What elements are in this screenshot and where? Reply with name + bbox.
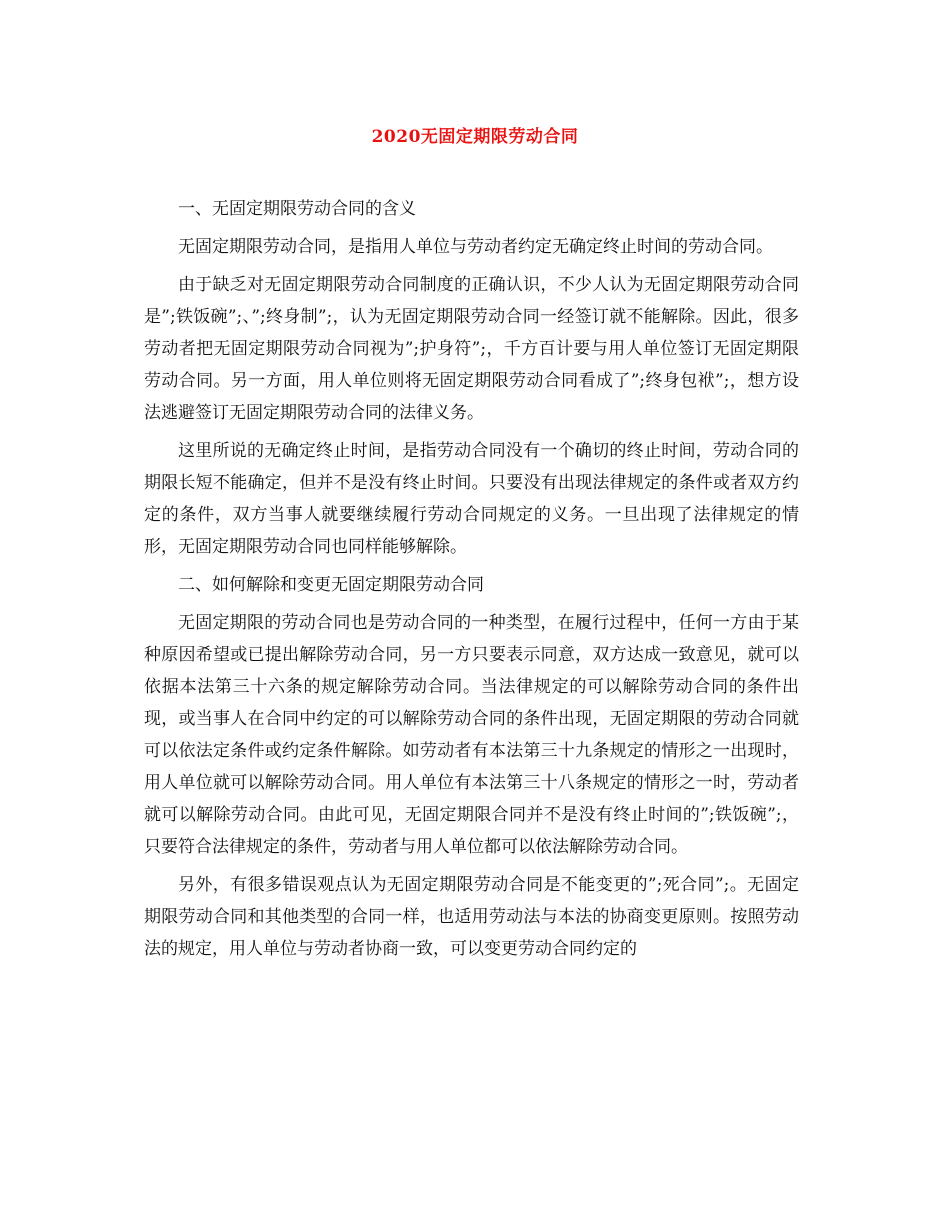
paragraph-misconception: 由于缺乏对无固定期限劳动合同制度的正确认识，不少人认为无固定期限劳动合同是”;铁饭碗”;、”;终身制”;，认为无固定期限劳动合同一经签订就不能解除。因此，很多劳动者把无固定期限劳动合同视为”;护身符”;，千方百计要与用人单位签订无固定期限劳动合同。另一方面，用人单位则将无固定期限劳动合同看成了”;终身包袱”;，想方设法逃避签订无固定期限劳动合同的法律义务。 bbox=[144, 275, 799, 423]
paragraph-modification: 另外，有很多错误观点认为无固定期限劳动合同是不能变更的”;死合同”;。无固定期限劳动合同和其他类型的合同一样，也适用劳动法与本法的协商变更原则。按照劳动法的规定，用人单位与劳动者协商一致，可以变更劳动合同约定的 bbox=[144, 875, 799, 959]
paragraph-termination-time: 这里所说的无确定终止时间，是指劳动合同没有一个确切的终止时间，劳动合同的期限长短不能确定，但并不是没有终止时间。只要没有出现法律规定的条件或者双方约定的条件，双方当事人就要继续履行劳动合同规定的义务。一旦出现了法律规定的情形，无固定期限劳动合同也同样能够解除。 bbox=[144, 441, 799, 557]
paragraph-definition: 无固定期限劳动合同，是指用人单位与劳动者约定无确定终止时间的劳动合同。 bbox=[178, 237, 773, 257]
document-title: 2020无固定期限劳动合同 bbox=[371, 127, 579, 147]
document-body bbox=[144, 193, 799, 971]
section-heading-2: 二、如何解除和变更无固定期限劳动合同 bbox=[178, 575, 484, 595]
section-heading-1: 一、无固定期限劳动合同的含义 bbox=[178, 199, 416, 219]
paragraph-dissolution: 无固定期限的劳动合同也是劳动合同的一种类型，在履行过程中，任何一方由于某种原因希望或已提出解除劳动合同，另一方只要表示同意，双方达成一致意见，就可以依据本法第三十六条的规定解除劳动合同。当法律规定的可以解除劳动合同的条件出现，或当事人在合同中约定的可以解除劳动合同的条件出现，无固定期限的劳动合同就可以依法定条件或约定条件解除。如劳动者有本法第三十九条规定的情形之一出现时，用人单位就可以解除劳动合同。用人单位有本法第三十八条规定的情形之一时，劳动者就可以解除劳动合同。由此可见，无固定期限合同并不是没有终止时间的”;铁饭碗”;，只要符合法律规定的条件，劳动者与用人单位都可以依法解除劳动合同。 bbox=[144, 613, 799, 857]
